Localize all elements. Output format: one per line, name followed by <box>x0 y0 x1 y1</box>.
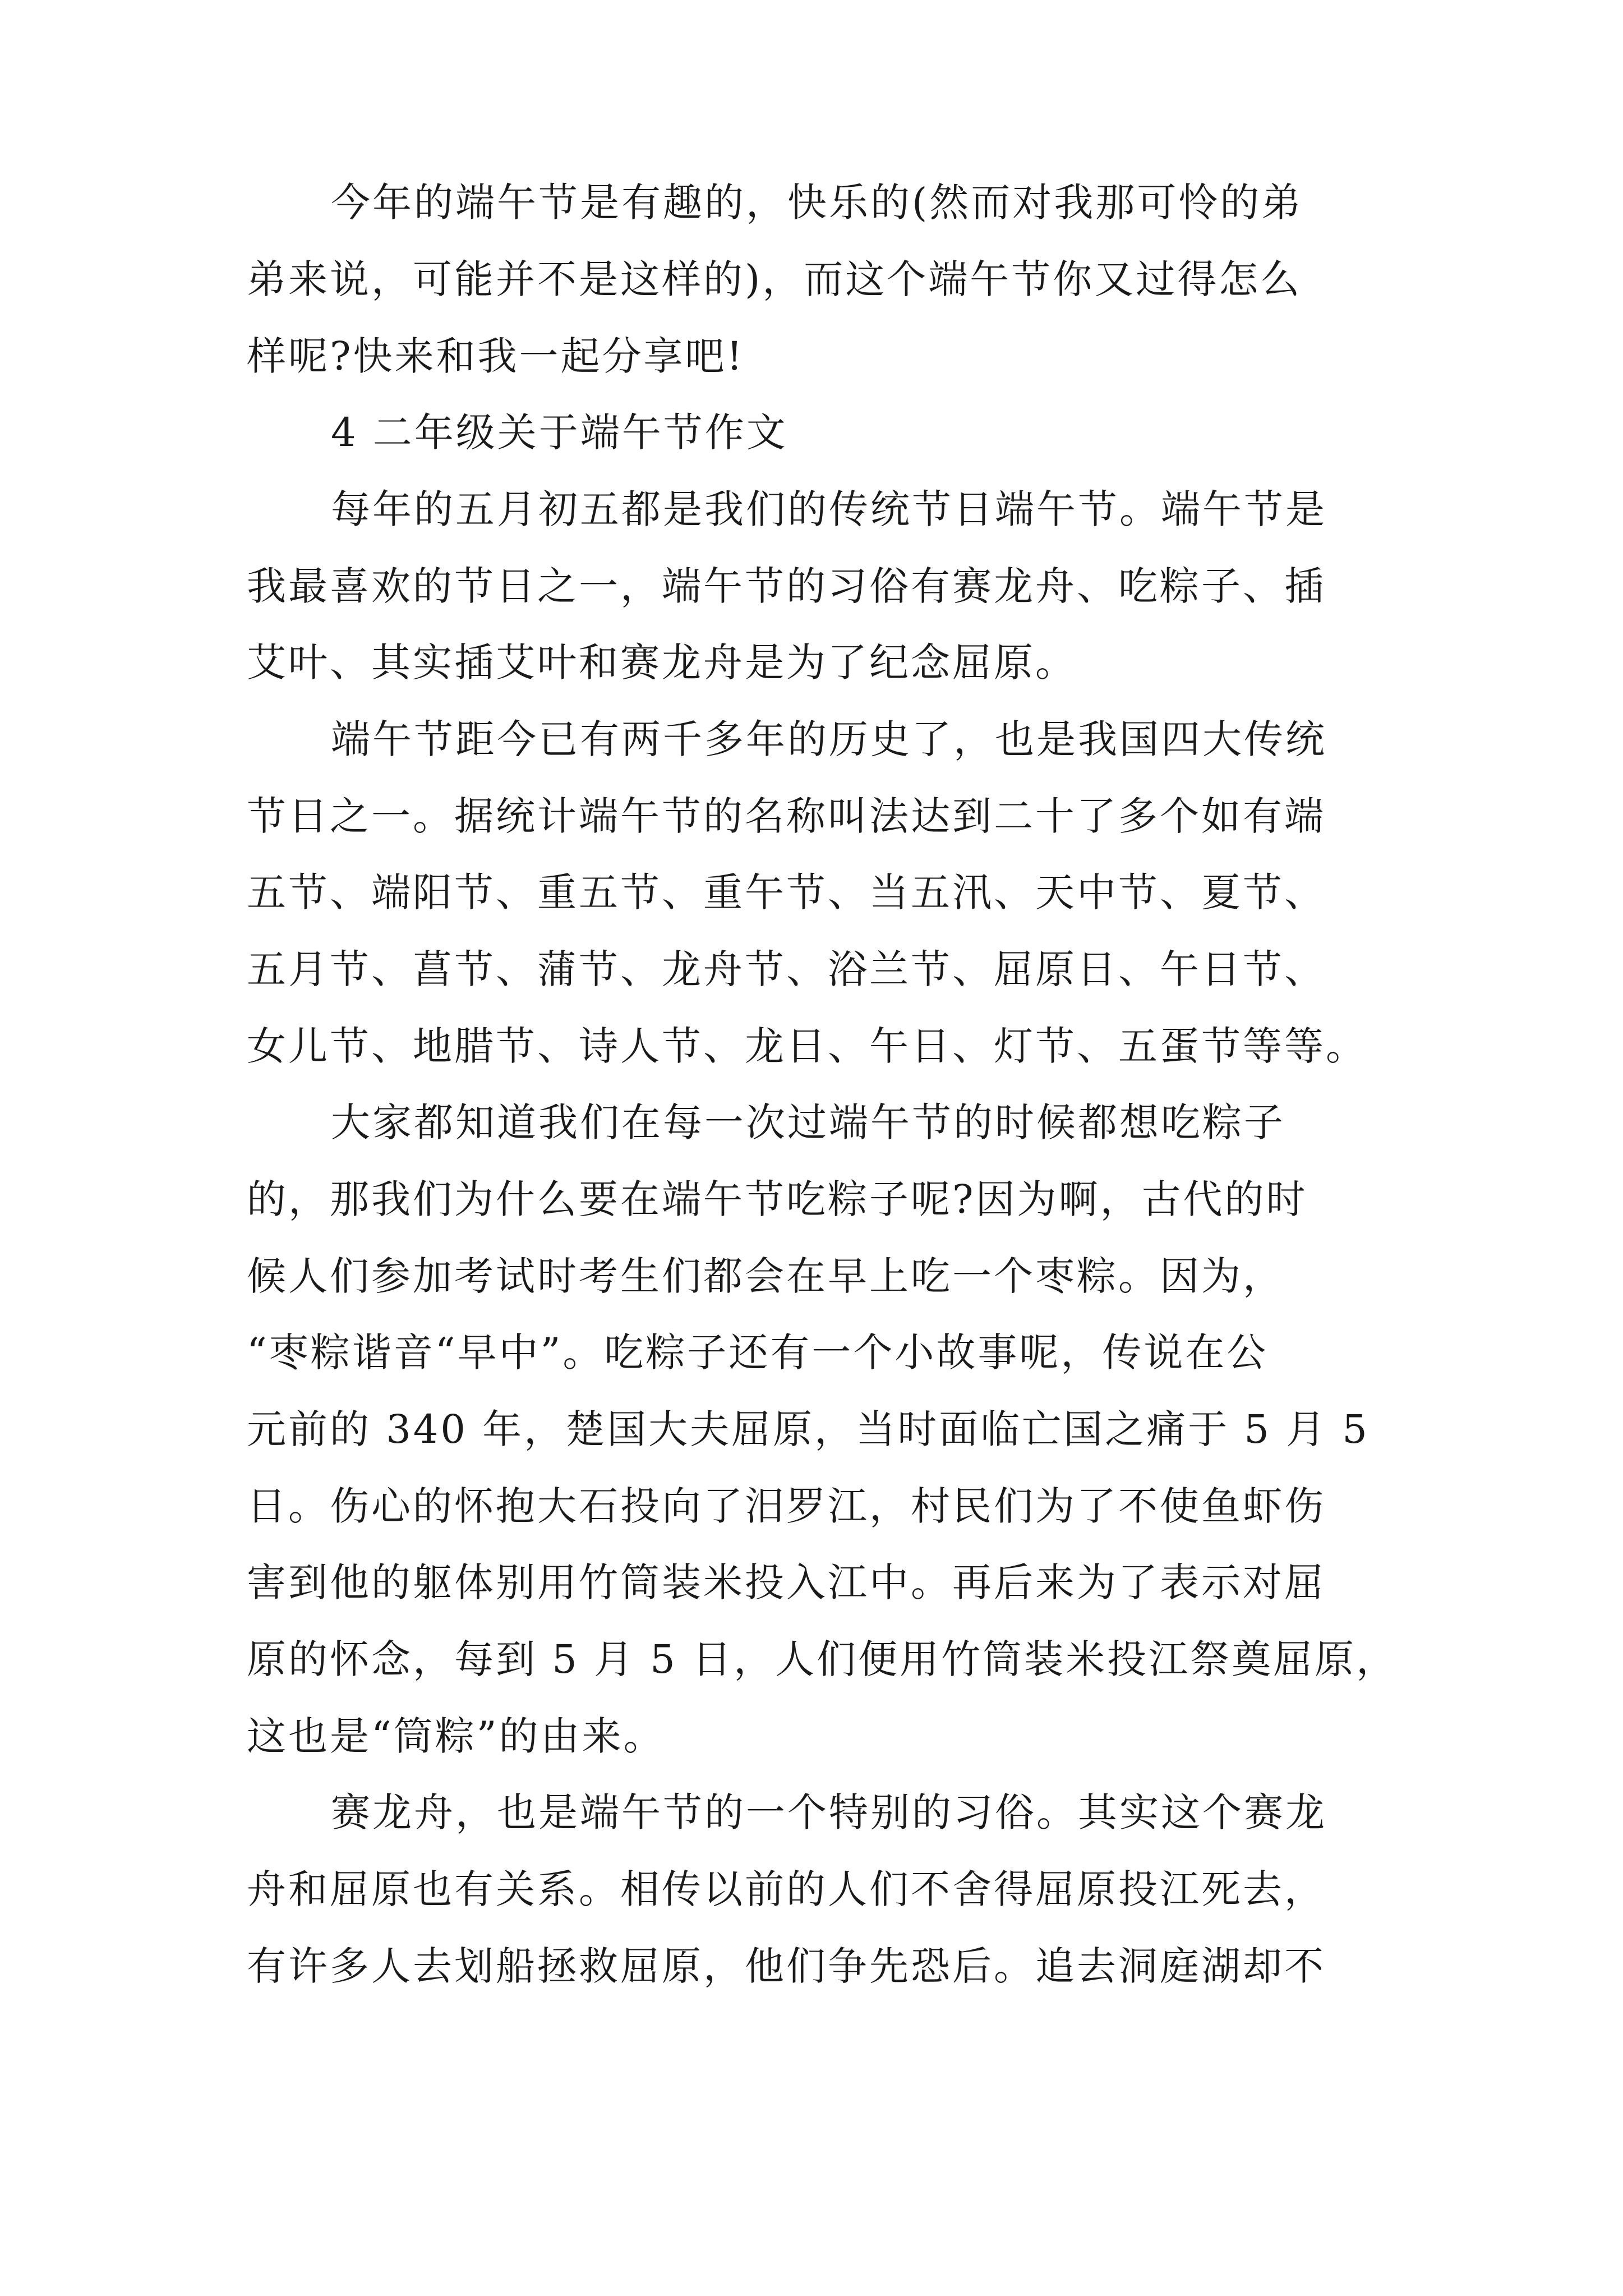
text-line: 每年的五月初五都是我们的传统节日端午节。端午节是 <box>331 486 1327 532</box>
text-line: 今年的端午节是有趣的，快乐的(然而对我那可怜的弟 <box>331 180 1303 226</box>
text-line: 五节、端阳节、重五节、重午节、当五汛、天中节、夏节、 <box>247 869 1326 915</box>
text-line: 女儿节、地腊节、诗人节、龙日、午日、灯节、五蛋节等等。 <box>247 1023 1367 1069</box>
text-line: 赛龙舟，也是端午节的一个特别的习俗。其实这个赛龙 <box>331 1789 1327 1835</box>
text-line: 原的怀念，每到 5 月 5 日，人们便用竹筒装米投江祭奠屈原， <box>247 1636 1398 1682</box>
text-line: 元前的 340 年，楚国大夫屈原，当时面临亡国之痛于 5 月 5 <box>247 1406 1370 1452</box>
text-line: 害到他的躯体别用竹筒装米投入江中。再后来为了表示对屈 <box>247 1559 1326 1605</box>
text-line: 有许多人去划船拯救屈原，他们争先恐后。追去洞庭湖却不 <box>247 1943 1326 1989</box>
text-line: 日。伤心的怀抱大石投向了汨罗江，村民们为了不使鱼虾伤 <box>247 1483 1326 1529</box>
text-line: 样呢?快来和我一起分享吧! <box>247 333 745 379</box>
text-line: 我最喜欢的节日之一，端午节的习俗有赛龙舟、吃粽子、插 <box>247 563 1326 609</box>
text-line: 舟和屈原也有关系。相传以前的人们不舍得屈原投江死去， <box>247 1866 1326 1912</box>
text-line: 的，那我们为什么要在端午节吃粽子呢?因为啊，古代的时 <box>247 1176 1308 1222</box>
text-line: 候人们参加考试时考生们都会在早上吃一个枣粽。因为， <box>247 1253 1284 1299</box>
text-line: 大家都知道我们在每一次过端午节的时候都想吃粽子 <box>331 1099 1285 1145</box>
section-heading: 4 二年级关于端午节作文 <box>331 409 788 455</box>
text-line: 艾叶、其实插艾叶和赛龙舟是为了纪念屈原。 <box>247 639 1077 685</box>
text-line: 这也是“筒粽”的由来。 <box>247 1713 665 1759</box>
text-line: 弟来说，可能并不是这样的)，而这个端午节你又过得怎么 <box>247 256 1302 302</box>
text-line: “枣粽谐音“早中”。吃粽子还有一个小故事呢，传说在公 <box>247 1329 1269 1375</box>
text-line: 五月节、菖节、蒲节、龙舟节、浴兰节、屈原日、午日节、 <box>247 946 1326 992</box>
text-line: 节日之一。据统计端午节的名称叫法达到二十了多个如有端 <box>247 793 1326 839</box>
text-line: 端午节距今已有两千多年的历史了，也是我国四大传统 <box>331 716 1327 762</box>
